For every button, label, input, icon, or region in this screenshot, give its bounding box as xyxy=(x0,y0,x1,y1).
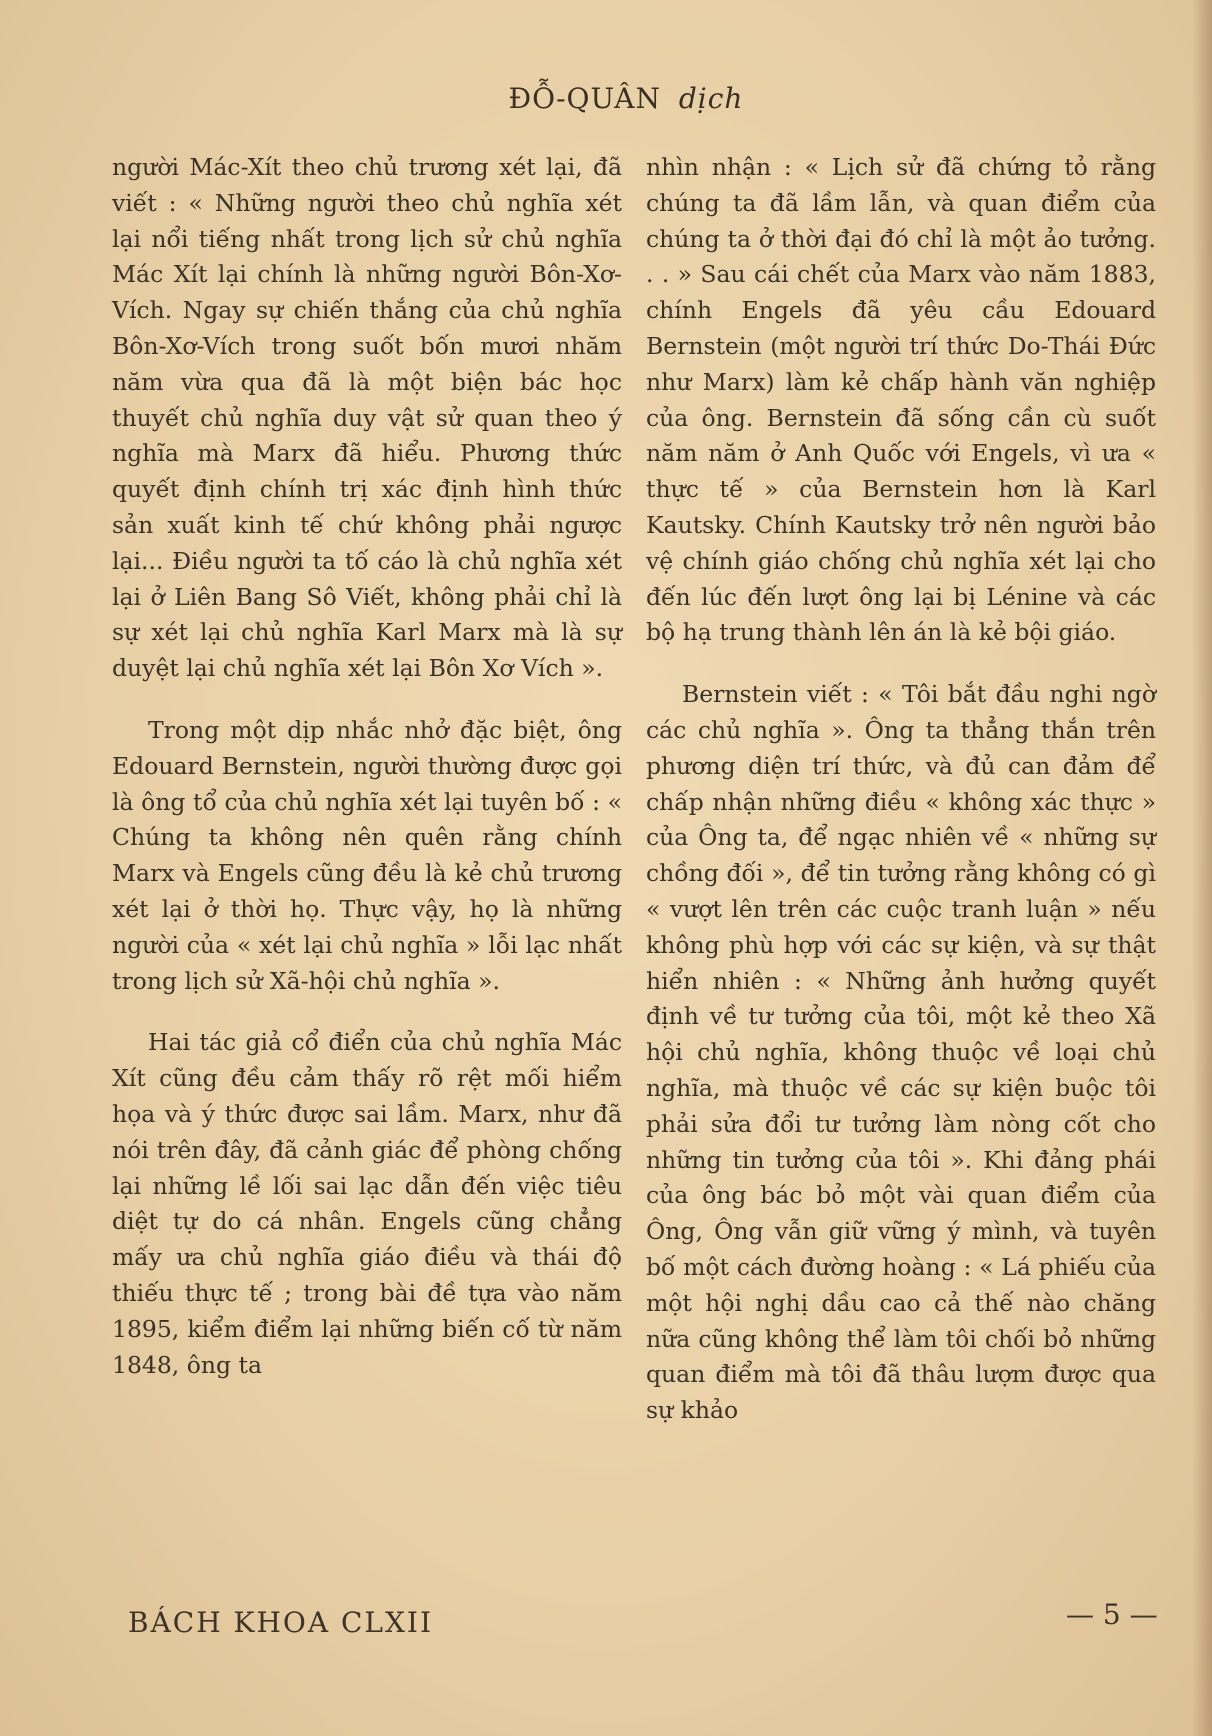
page-edge-shadow xyxy=(1192,0,1212,1736)
left-paragraph-3: Hai tác giả cổ điển của chủ nghĩa Mác Xít cũng đều cảm thấy rõ rệt mối hiểm họa và ý thức được sai lầm. Marx, như đã nói trên đây, đã cảnh giác để phòng chống lại những lề lối sai lạc dẫn đến việc tiêu diệt tự do cá nhân. Engels cũng chẳng mấy ưa chủ nghĩa giáo điều và thái độ thiếu thực tế ; trong bài đề tựa vào năm 1895, kiểm điểm lại những biến cố từ năm 1848, ông ta xyxy=(112,1028,622,1379)
left-paragraph-1: người Mác-Xít theo chủ trương xét lại, đã viết : « Những người theo chủ nghĩa xét lại nổi tiếng nhất trong lịch sử chủ nghĩa Mác Xít lại chính là những người Bôn-Xơ-Vích. Ngay sự chiến thắng của chủ nghĩa Bôn-Xơ-Vích trong suốt bốn mươi nhăm năm vừa qua đã là một biện bác học thuyết chủ nghĩa duy vật sử quan theo ý nghĩa mà Marx đã hiểu. Phương thức quyết định chính trị xác định hình thức sản xuất kinh tế chứ không phải ngược lại... Điều người ta tố cáo là chủ nghĩa xét lại ở Liên Bang Sô Viết, không phải chỉ là sự xét lại chủ nghĩa Karl Marx mà là sự duyệt lại chủ nghĩa xét lại Bôn Xơ Vích ». xyxy=(112,153,622,683)
left-column xyxy=(112,150,622,1383)
running-header xyxy=(0,82,1212,115)
header-author: ĐỖ-QUÂN xyxy=(508,82,661,115)
right-paragraph-1: nhìn nhận : « Lịch sử đã chứng tỏ rằng chúng ta đã lầm lẫn, và quan điểm của chúng ta ở thời đại đó chỉ là một ảo tưởng. . . » Sau cái chết của Marx vào năm 1883, chính Engels đã yêu cầu Edouard Bernstein (một người trí thức Do-Thái Đức như Marx) làm kẻ chấp hành văn nghiệp của ông. Bernstein đã sống cần cù suốt năm năm ở Anh Quốc với Engels, vì ưa « thực tế » của Bernstein hơn là Karl Kautsky. Chính Kautsky trở nên người bảo vệ chính giáo chống chủ nghĩa xét lại cho đến lúc đến lượt ông lại bị Lénine và các bộ hạ trung thành lên án là kẻ bội giáo. xyxy=(646,153,1156,647)
page-number: — 5 — xyxy=(1066,1598,1158,1631)
right-column xyxy=(646,150,1156,1429)
left-paragraph-2: Trong một dịp nhắc nhở đặc biệt, ông Edouard Bernstein, người thường được gọi là ông tổ của chủ nghĩa xét lại tuyên bố : « Chúng ta không nên quên rằng chính Marx và Engels cũng đều là kẻ chủ trương xét lại ở thời họ. Thực vậy, họ là những người của « xét lại chủ nghĩa » lỗi lạc nhất trong lịch sử Xã-hội chủ nghĩa ». xyxy=(112,715,622,995)
header-translator-note: dịch xyxy=(678,82,744,115)
footer-publication: BÁCH KHOA CLXII xyxy=(128,1606,434,1639)
right-paragraph-2: Bernstein viết : « Tôi bắt đầu nghi ngờ các chủ nghĩa ». Ông ta thẳng thắn trên phương diện trí thức, và đủ can đảm để chấp nhận những điều « không xác thực » của Ông ta, để ngạc nhiên về « những sự chồng đối », để tin tưởng rằng không có gì « vượt lên trên các cuộc tranh luận » nếu không phù hợp với các sự kiện, và sự thật hiển nhiên : « Những ảnh hưởng quyết định về tư tưởng của tôi, một kẻ theo Xã hội chủ nghĩa, không thuộc về loại chủ nghĩa, mà thuộc về các sự kiện buộc tôi phải sửa đổi tư tưởng làm nòng cốt cho những tin tưởng của tôi ». Khi đảng phái của ông bác bỏ một vài quan điểm của Ông, Ông vẫn giữ vững ý mình, và tuyên bố một cách đường hoàng : « Lá phiếu của một hội nghị dầu cao cả thế nào chăng nữa cũng không thể làm tôi chối bỏ những quan điểm mà tôi đã thâu lượm được qua sự khảo xyxy=(646,680,1156,1425)
